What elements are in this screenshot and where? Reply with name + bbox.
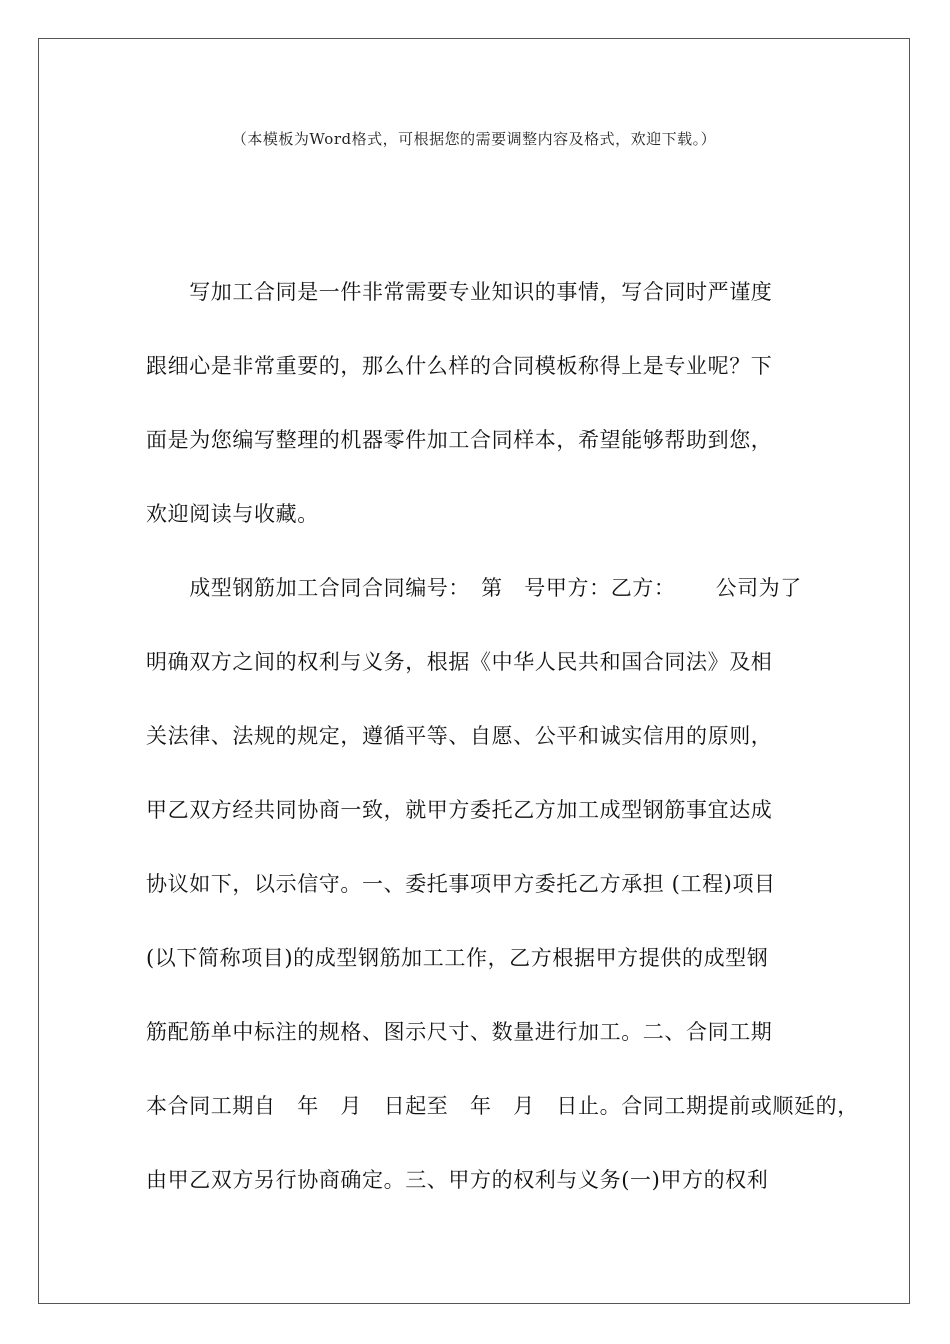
body-line-11: 筋配筋单中标注的规格、图示尺寸、数量进行加工。二、合同工期 [146,1020,773,1044]
body-line-9: 协议如下，以示信守。一、委托事项甲方委托乙方承担 (工程)项目 [146,872,776,896]
body-line-8: 甲乙双方经共同协商一致，就甲方委托乙方加工成型钢筋事宜达成 [146,798,773,822]
body-line-1: 写加工合同是一件非常需要专业知识的事情，写合同时严谨度 [146,280,773,304]
body-line-2: 跟细心是非常重要的，那么什么样的合同模板称得上是专业呢？下 [146,354,773,378]
body-line-5: 成型钢筋加工合同合同编号： 第 号甲方：乙方： 公司为了 [146,576,802,600]
body-line-13: 由甲乙双方另行协商确定。三、甲方的权利与义务(一)甲方的权利 [146,1168,769,1192]
body-line-4: 欢迎阅读与收藏。 [146,502,319,526]
body-line-12: 本合同工期自 年 月 日起至 年 月 日止。合同工期提前或顺延的， [146,1094,859,1118]
body-line-10: (以下简称项目)的成型钢筋加工工作，乙方根据甲方提供的成型钢 [146,946,769,970]
body-line-3: 面是为您编写整理的机器零件加工合同样本，希望能够帮助到您， [146,428,773,452]
template-note: （本模板为Word格式，可根据您的需要调整内容及格式，欢迎下载。） [231,130,717,148]
body-line-7: 关法律、法规的规定，遵循平等、自愿、公平和诚实信用的原则， [146,724,773,748]
body-line-6: 明确双方之间的权利与义务，根据《中华人民共和国合同法》及相 [146,650,773,674]
